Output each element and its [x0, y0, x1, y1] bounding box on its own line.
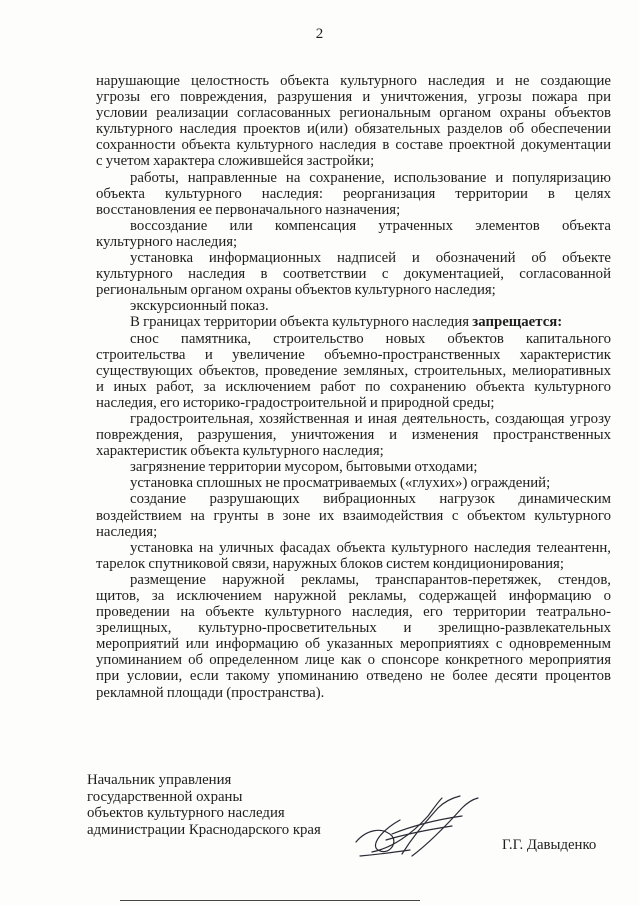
paragraph-line	[96, 105, 611, 121]
line-text: загрязнение территории мусором, бытовыми отходами;	[130, 459, 478, 476]
paragraph-line	[96, 491, 611, 507]
line-text: и иных работ, за исключением работ по сохранению объекта культурного	[96, 378, 611, 395]
line-text: при условии, если такому упоминанию отведено не более десяти процентов	[96, 668, 611, 685]
line-text: с учетом характера сложившейся застройки;	[96, 153, 375, 170]
signer-title-line-4: администрации Краснодарского края	[87, 821, 321, 838]
paragraph-line	[96, 636, 611, 652]
line-text: условии реализации согласованных региональным органом охраны объектов	[96, 105, 611, 122]
paragraph-line	[96, 170, 611, 186]
paragraph-line	[96, 620, 611, 636]
page-number: 2	[315, 26, 324, 42]
line-text: культурного наследия проектов и(или) обязательных разделов об обеспечении	[96, 121, 611, 138]
paragraph-line	[96, 137, 611, 153]
paragraph-line	[96, 459, 611, 475]
signer-name: Г.Г. Давыденко	[502, 837, 597, 853]
line-text: воссоздание или компенсация утраченных элементов объекта	[130, 217, 611, 234]
bottom-divider	[120, 900, 420, 901]
line-text: проведении на объекте культурного наследия, его территории театрально-	[96, 604, 611, 621]
line-text: существующих объектов, проведение земляных, строительных, мелиоративных	[96, 362, 611, 379]
paragraph-line	[96, 73, 611, 89]
paragraph-line	[96, 234, 611, 250]
paragraph-line	[96, 121, 611, 137]
signer-title-line-3: объектов культурного наследия	[87, 805, 285, 822]
line-text: размещение наружной рекламы, транспарантов-перетяжек, стендов,	[130, 571, 611, 588]
paragraph-line	[96, 556, 611, 572]
line-text: культурного наследия в соответствии с документацией, согласованной	[96, 266, 611, 283]
line-text: установка информационных надписей и обозначений об объекте	[130, 250, 611, 267]
paragraph-line	[96, 652, 611, 668]
line-text: градостроительная, хозяйственная и иная деятельность, создающая угрозу	[130, 410, 611, 427]
signer-title-line-1: Начальник управления	[87, 772, 232, 788]
line-text: региональным органом охраны объектов культурного наследия;	[96, 282, 496, 299]
handwritten-signature-icon	[352, 790, 482, 870]
paragraph-line	[96, 395, 611, 411]
paragraph-line	[96, 524, 611, 540]
line-text: щитов, за исключением наружной рекламы, содержащей информацию о	[96, 588, 611, 604]
line-text: рекламной площади (пространства).	[96, 684, 325, 701]
line-text: снос памятника, строительство новых объектов капитального	[130, 330, 611, 347]
paragraph-line	[96, 331, 611, 347]
line-text: угрозы его повреждения, разрушения и уничтожения, угрозы пожара при	[96, 89, 611, 106]
paragraph-line	[96, 153, 611, 169]
paragraph-line	[96, 282, 611, 298]
paragraph-line	[96, 363, 611, 379]
keyword-prohibited: запрещается:	[469, 314, 563, 331]
paragraph-line	[96, 186, 611, 202]
paragraph-line	[96, 685, 611, 701]
signer-title-line-2: государственной охраны	[87, 788, 243, 805]
line-text: восстановления ее первоначального назначения;	[96, 201, 401, 218]
line-text: работы, направленные на сохранение, использование и популяризацию	[130, 169, 611, 186]
document-body	[96, 73, 611, 701]
line-text: повреждения, разрушения, уничтожения и изменения пространственных	[96, 427, 611, 444]
paragraph-line	[96, 508, 611, 524]
paragraph-line	[96, 218, 611, 234]
line-text: воздействием на грунты в зоне их взаимодействия с объектом культурного	[96, 507, 611, 524]
signature-block	[87, 772, 321, 838]
line-text: нарушающие целостность объекта культурного наследия и не создающие	[96, 73, 611, 89]
paragraph-line	[96, 202, 611, 218]
paragraph-line	[96, 588, 611, 604]
paragraph-line	[96, 443, 611, 459]
paragraph-line	[96, 668, 611, 684]
line-text: наследия, его историко-градостроительной и природной среды;	[96, 394, 495, 411]
paragraph-line	[96, 411, 611, 427]
paragraph-line	[96, 266, 611, 282]
paragraph-line	[96, 475, 611, 491]
line-text: установка сплошных не просматриваемых («глухих») ограждений;	[130, 475, 551, 492]
line-text: мероприятий или информацию об указанных мероприятиях с одновременным	[96, 636, 611, 653]
paragraph-line	[96, 298, 611, 314]
paragraph-line	[96, 540, 611, 556]
line-text: характеристик объекта культурного наследия;	[96, 443, 384, 460]
line-text: строительства и увеличение объемно-пространственных характеристик	[96, 346, 611, 363]
line-text: упоминанием об определенном лице как о спонсоре конкретного мероприятия	[96, 652, 611, 669]
line-text: наследия;	[96, 523, 158, 540]
line-text: В границах территории объекта культурного наследия	[130, 314, 470, 331]
paragraph-line	[96, 250, 611, 266]
line-text: создание разрушающих вибрационных нагрузок динамическим	[130, 491, 611, 508]
paragraph-line	[96, 314, 611, 330]
paragraph-line	[96, 604, 611, 620]
line-text: установка на уличных фасадах объекта культурного наследия телеантенн,	[130, 539, 611, 556]
line-text: экскурсионный показ.	[130, 298, 269, 315]
line-text: культурного наследия;	[96, 233, 238, 250]
paragraph-line	[96, 427, 611, 443]
line-text: объекта культурного наследия: реорганизация территории в целях	[96, 185, 611, 202]
line-text: зрелищных, культурно-просветительных и зрелищно-развлекательных	[96, 620, 611, 637]
paragraph-line	[96, 89, 611, 105]
line-text: сохранности объекта культурного наследия в составе проектной документации	[96, 137, 611, 154]
paragraph-line	[96, 572, 611, 588]
paragraph-line	[96, 347, 611, 363]
line-text: тарелок спутниковой связи, наружных блоков систем кондиционирования;	[96, 555, 564, 572]
paragraph-line	[96, 379, 611, 395]
